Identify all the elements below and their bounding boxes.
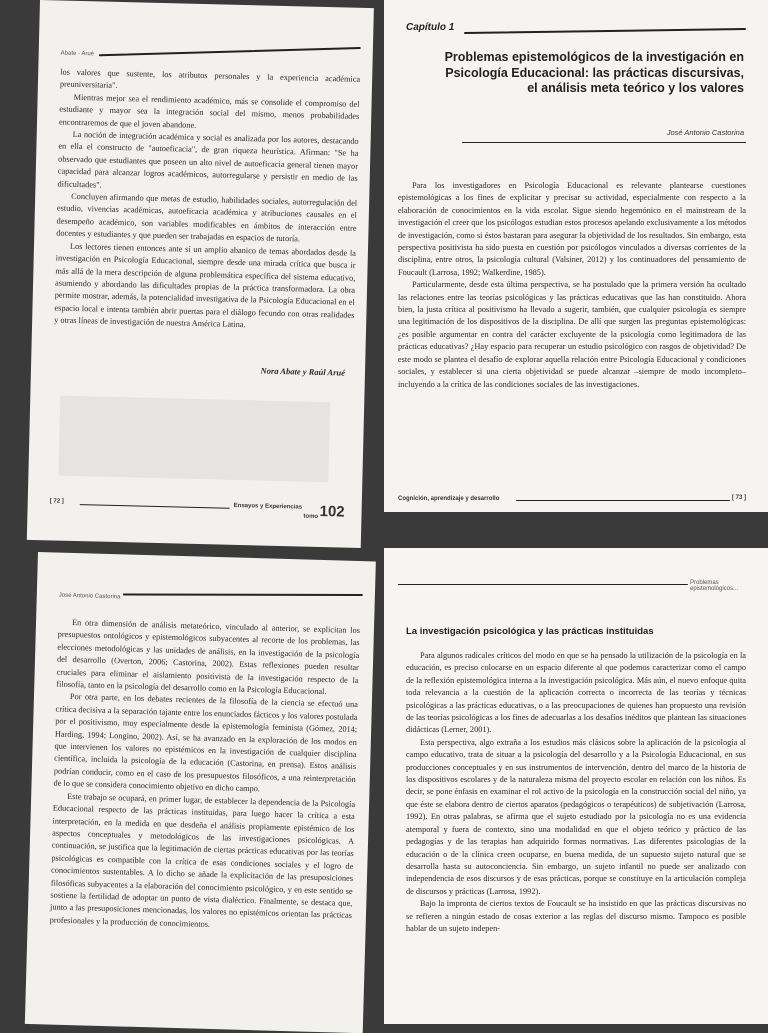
chapter-rule <box>464 28 746 34</box>
chapter-label: Capítulo 1 <box>406 22 455 33</box>
paragraph: En otra dimensión de análisis metateórico, vinculado al anterior, se explicitan los presupuestos ontológicos y epistemológicos subyacentes al recorte de los problemas, las elecciones metodológicas y las unidades de análisis, en la investigación de la psicología del desarrollo (Overton, 2006; Castorina, 2002). Estas reflexiones pueden resultar cruciales para eliminar el aislamiento positivista de la investigación respecto de la filosofía, tanto en la psicología del desarrollo como en la Psicología Educacional. <box>56 617 361 697</box>
paragraph: Bajo la impronta de ciertos textos de Foucault se ha insistido en que las prácticas discursivas no se refieren a ningún estado de cosas exterior a las reglas del discurso mismo. Tampoco es posible hablar de un sujeto indepen- <box>406 899 746 933</box>
title-rule <box>462 142 746 143</box>
footer-rule <box>516 500 730 501</box>
paragraph: los valores que sustente, los atributos personales y la experiencia académica preuniversitaria". <box>59 67 361 91</box>
running-header: José Antonio Castorina <box>58 592 121 601</box>
paragraph: Por otra parte, en los debates recientes de la filosofía de la ciencia se efectuó una crítica decisiva a la separación tajante entre los enunciados fácticos y los valores postulada por el positivismo, muy especialmente desde la epistemología feminista (Gómez, 2014; Harding, 1994; Longino, 2002). Así, se ha avanzado en la exploración de los modos en que intervienen los valores no epistémicos en la investigación de cualquier disciplina científica, incluida la psicología de la educación (Castorina, en prensa). Estos análisis podrían conducir, como en el caso de los presupuestos filosóficos, a una reinterpretación de lo que se considera conocimiento objetivo en dicho campo. <box>53 692 358 794</box>
header-rule <box>398 584 688 585</box>
page-left-bottom <box>25 552 376 1033</box>
paragraph: Particularmente, desde esta última perspectiva, se ha postulado que la primera versión ha ocultado las relaciones entre las teorías psicológicas y las prácticas educativas que las han constituido. Ahora bien, la justa crítica al positivismo ha llevado a sugerir, también, que cualquier psicología es siempre una legitimación de los dispositivos de la disciplina. De allí que surgen las preguntas epistemológicas: ¿es posible argumentar en contra del carácter excluyente de la psicología como legitimadora de las prácticas educativas? ¿Hay espacio para recuperar un estudio psicológico con rasgos de objetividad? De este modo se plantea el desafío de explorar aquella relación entre Psicología Educacional y condiciones sociales, y establecer si una cierta objetividad se puede alcanzar –siempre de modo incompleto– incluyendo a la crítica de las condiciones sociales de las investigaciones. <box>398 280 746 389</box>
running-header: Abate - Arué <box>60 50 95 58</box>
signature: Nora Abate y Raúl Arué <box>260 365 346 378</box>
body-text <box>406 650 746 935</box>
page-left-top <box>27 0 374 548</box>
paragraph: La noción de integración académica y social es analizada por los autores, destacando en ella el constructo de "autoeficacia", de gran riqueza heurística. Afirman: "Se ha observado que estudiantes que poseen un alto nivel de autoeficacia general tienen mayor capacidad para alcanzar logros académicos, autorregularse y persistir en medio de las dificultades". <box>57 129 359 190</box>
footer-rule <box>80 504 230 509</box>
page-number: [ 73 ] <box>732 495 747 501</box>
page-right-bottom <box>384 548 768 1024</box>
body-text <box>398 180 746 391</box>
section-title: La investigación psicológica y las prácticas instituidas <box>406 626 654 637</box>
body-text <box>50 617 361 935</box>
page-right-top <box>384 0 768 512</box>
show-through <box>58 396 330 483</box>
footer-series: Ensayos y Experiencias <box>233 502 303 511</box>
chapter-title: Problemas epistemológicos de la investigación en Psicología Educacional: las prácticas discursivas, el análisis meta teórico y los valores <box>444 50 744 95</box>
paragraph: Para los investigadores en Psicología Educacional es relevante plantearse cuestiones epistemológicas a los fines de explicitar y precisar su actividad, especialmente con respecto a la elaboración de conocimientos en la vida escolar. Sigue siendo hegemónico en el mainstream de la investigación el creer que los psicólogos estudian estos procesos apelando exclusivamente a los métodos de investigación, como si éstos bastaran para asegurar la objetividad de los resultados. Sin embargo, esta perspectiva positivista ha sido puesta en cuestión por psicólogos vinculados a diversas corrientes de la disciplina, entre otros, la psicología cultural (Valsiner, 2012) y los continuadores del pensamiento de Foucault (Larrosa, 1992; Walkerdine, 1985). <box>398 181 746 277</box>
footer-series: Cognición, aprendizaje y desarrollo <box>398 496 500 502</box>
footer-number: 102 <box>319 502 345 521</box>
header-rule <box>99 47 361 56</box>
paragraph: Este trabajo se ocupará, en primer lugar, de establecer la dependencia de la Psicología Educacional respecto de las prácticas instituidas, para luego hacer la crítica a esta interpretación, en la medida en que desdeña el análisis propiamente epistémico de los aspectos conceptuales y metodológicos de las investigaciones psicológicas. A continuación, se justifica que la legitimación de ciertas prácticas educativas por las teorías psicológicas es compatible con la crítica de esas condiciones sociales y el logro de conocimientos sustentables. A lo dicho se añade la explicitación de las presuposiciones filosóficas subyacentes a la elaboración del conocimiento psicológico, y en este sentido se sostiene la fertilidad de adoptar un punto de vista dialéctico. Finalmente, se destaca que, junto a las presuposiciones mencionadas, los valores no epistémicos orientan las prácticas profesionales y la producción de conocimientos. <box>49 791 356 929</box>
header-rule <box>123 594 363 596</box>
page-number: [ 72 ] <box>49 498 64 505</box>
paragraph: Concluyen afirmando que metas de estudio, habilidades sociales, autorregulación del estudio, vivencias académicas, autoeficacia académica y atribuciones causales en el desempeño académico, son variables modificables en ámbitos de interacción entre docentes y estudiantes y que pueden ser trabajadas en espacios de tutoría. <box>56 191 358 244</box>
paragraph: Esta perspectiva, algo extraña a los estudios más clásicos sobre la aplicación de la psicología al campo educativo, trata de situar a la psicología del desarrollo y a la Psicología Educacional, en sus producciones conceptuales y en sus instrumentos de intervención, dentro del marco de la historia de los dispositivos escolares y de la naturaleza misma del proyecto escolar en relación con los niños. Es decir, se pone énfasis en examinar el rol activo de la psicología en la construcción social del niño, ya que éste se elabora dentro de ciertos aparatos (pedagógicos o terapéuticos) de subjetivación (Larrosa, 1992). En otras palabras, se afirma que el sujeto estudiado por la psicología no es una evidencia atemporal y fuera de contexto, sino una modalidad en que el objeto teórico y práctico de las pedagogías y de las terapias han adquirido formas normativas. Las diferentes psicologías de la educación o de la clínica creen ocuparse, en buena medida, de un supuesto sujeto natural que se desarrolla hasta su autoconciencia. Sin embargo, un sujeto infantil no puede ser analizado con independencia de esos discursos y de esas prácticas, porque se constituye en la articulación compleja de discursos y prácticas (Larrosa, 1992). <box>406 737 746 896</box>
paragraph: Mientras mejor sea el rendimiento académico, más se consolide el compromiso del estudiante y mayor sea la integración social del mismo, menos probabilidades encontraremos de que el joven abandone. <box>58 92 360 130</box>
footer-tomo: tomo <box>303 513 319 520</box>
running-header: Problemas epistemológicos... <box>690 580 739 592</box>
body-text <box>54 67 360 335</box>
author: José Antonio Castorina <box>666 128 744 137</box>
paragraph: Los lectores tienen entonces ante sí un amplio abanico de temas abordados desde la investigación en Psicología Educacional, siempre desde una mirada crítica que busca ir más allá de la mera descripción de alguna problemática específica del sistema educativo, asumiendo y abordando las dificultades propias de la práctica transformadora. La obra permite mostrar, además, la potencialidad investigativa de la Psicología Educacional en el espacio local e intenta también abrir puertas para el diálogo fecundo con otras realidades y otras líneas de investigación de nuestra América Latina. <box>54 241 357 330</box>
paragraph: Para algunos radicales críticos del modo en que se ha pensado la utilización de la psicología en la educación, es preciso colocarse en un espacio diferente al que podemos caracterizar como el campo de la reflexión epistemológica interna a la investigación psicológica. Más aún, el nuevo enfoque quita toda relevancia a la cuestión de la aplicación correcta o incorrecta de las teorías y técnicas psicológicas a las prácticas educativas, o a las preocupaciones de quienes han propuesto una revisión de las teorías psicológicas a los fines de adecuarlas a los desafíos inéditos que plantean las situaciones didácticas (Lerner, 2001). <box>406 651 746 735</box>
